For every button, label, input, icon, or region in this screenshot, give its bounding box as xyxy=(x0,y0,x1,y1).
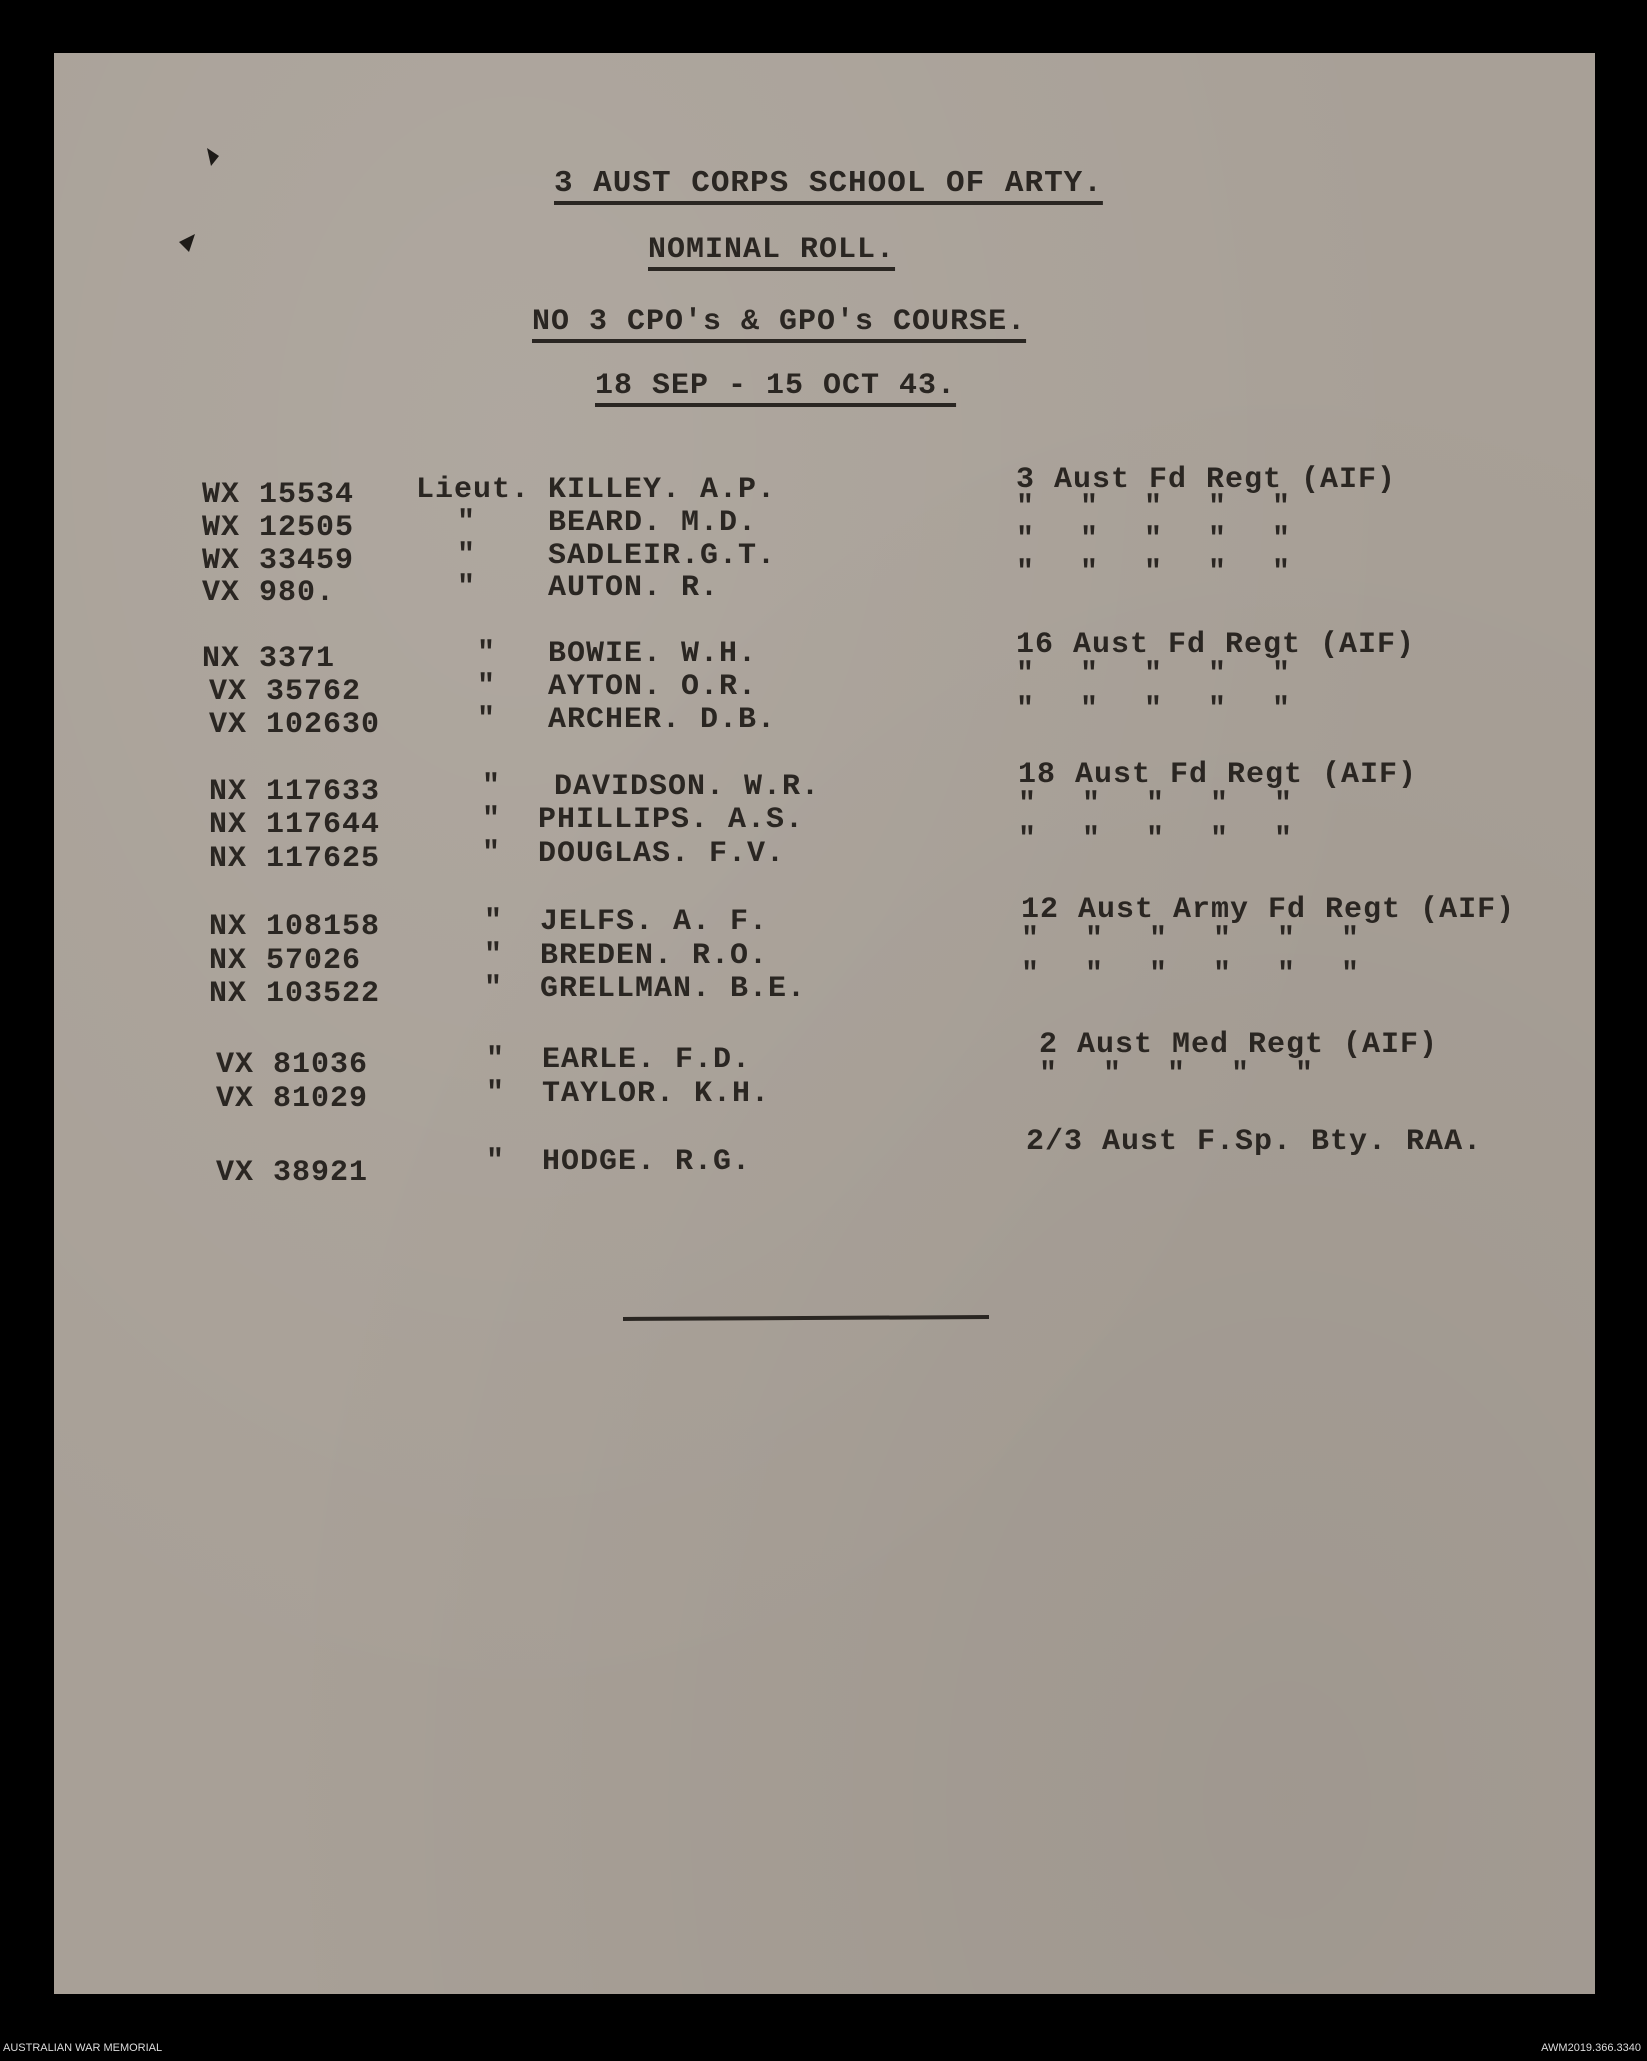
service-number: VX 35762 xyxy=(209,675,362,709)
rank: " xyxy=(457,506,477,540)
service-number: VX 81036 xyxy=(216,1048,369,1082)
rank: Lieut. xyxy=(416,473,531,507)
document-subtitle: NOMINAL ROLL. xyxy=(648,233,896,267)
unit-name: 2 Aust Med Regt (AIF) xyxy=(1039,1028,1439,1062)
service-number: VX 38921 xyxy=(216,1156,369,1190)
service-number: VX 980. xyxy=(202,576,336,610)
member-name: BOWIE. W.H. xyxy=(548,637,758,671)
service-number: NX 3371 xyxy=(202,642,336,676)
member-name: KILLEY. A.P. xyxy=(548,473,777,507)
unit-name: 2/3 Aust F.Sp. Bty. RAA. xyxy=(1026,1125,1483,1159)
rank: " xyxy=(477,637,497,671)
rank: " xyxy=(484,939,504,973)
unit-name: 3 Aust Fd Regt (AIF) xyxy=(1016,463,1397,497)
service-number: NX 57026 xyxy=(209,944,362,978)
rank: " xyxy=(477,703,497,737)
rank: " xyxy=(484,905,504,939)
ditto-marks: """"" xyxy=(1018,788,1339,822)
ditto-marks: """"" xyxy=(1016,491,1337,525)
rank: " xyxy=(477,670,497,704)
rank: " xyxy=(484,972,504,1006)
service-number: NX 103522 xyxy=(209,977,381,1011)
service-number: NX 117644 xyxy=(209,808,381,842)
ditto-marks: """"" xyxy=(1016,693,1337,727)
member-name: ARCHER. D.B. xyxy=(548,703,777,737)
course-dates: 18 SEP - 15 OCT 43. xyxy=(595,369,957,403)
document-page xyxy=(54,53,1595,1994)
member-name: PHILLIPS. A.S. xyxy=(538,803,805,837)
member-name: EARLE. F.D. xyxy=(542,1043,752,1077)
member-name: AUTON. R. xyxy=(548,571,720,605)
service-number: NX 108158 xyxy=(209,910,381,944)
service-number: WX 12505 xyxy=(202,511,355,545)
member-name: DOUGLAS. F.V. xyxy=(538,837,786,871)
member-name: GRELLMAN. B.E. xyxy=(540,972,807,1006)
archive-reference: AWM2019.366.3340 xyxy=(1541,2042,1641,2054)
service-number: NX 117633 xyxy=(209,775,381,809)
rank: " xyxy=(482,803,502,837)
archive-credit: AUSTRALIAN WAR MEMORIAL xyxy=(3,2042,163,2054)
rank: " xyxy=(482,837,502,871)
rank: " xyxy=(457,571,477,605)
ditto-marks: """""" xyxy=(1021,923,1406,957)
unit-name: 18 Aust Fd Regt (AIF) xyxy=(1018,758,1418,792)
member-name: BREDEN. R.O. xyxy=(540,939,769,973)
ditto-marks: """"" xyxy=(1018,823,1339,857)
ditto-marks: """"" xyxy=(1039,1058,1360,1092)
ditto-marks: """""" xyxy=(1021,958,1406,992)
ditto-marks: """"" xyxy=(1016,523,1337,557)
member-name: DAVIDSON. W.R. xyxy=(554,770,821,804)
service-number: WX 15534 xyxy=(202,478,355,512)
ditto-marks: """"" xyxy=(1016,556,1337,590)
service-number: VX 81029 xyxy=(216,1082,369,1116)
rank: " xyxy=(486,1043,506,1077)
service-number: WX 33459 xyxy=(202,544,355,578)
rank: " xyxy=(482,770,502,804)
rank: " xyxy=(486,1145,506,1179)
member-name: SADLEIR.G.T. xyxy=(548,539,777,573)
rank: " xyxy=(457,539,477,573)
damage-mark xyxy=(199,138,239,178)
course-title: NO 3 CPO's & GPO's COURSE. xyxy=(532,305,1027,339)
unit-name: 16 Aust Fd Regt (AIF) xyxy=(1016,628,1416,662)
member-name: AYTON. O.R. xyxy=(548,670,758,704)
service-number: NX 117625 xyxy=(209,842,381,876)
member-name: TAYLOR. K.H. xyxy=(542,1077,771,1111)
unit-name: 12 Aust Army Fd Regt (AIF) xyxy=(1021,893,1516,927)
rank: " xyxy=(486,1077,506,1111)
member-name: JELFS. A. F. xyxy=(540,905,769,939)
member-name: BEARD. M.D. xyxy=(548,506,758,540)
member-name: HODGE. R.G. xyxy=(542,1145,752,1179)
closing-rule xyxy=(623,1315,989,1321)
ditto-marks: """"" xyxy=(1016,658,1337,692)
damage-mark xyxy=(169,228,209,268)
document-title: 3 AUST CORPS SCHOOL OF ARTY. xyxy=(554,166,1103,201)
service-number: VX 102630 xyxy=(209,708,381,742)
